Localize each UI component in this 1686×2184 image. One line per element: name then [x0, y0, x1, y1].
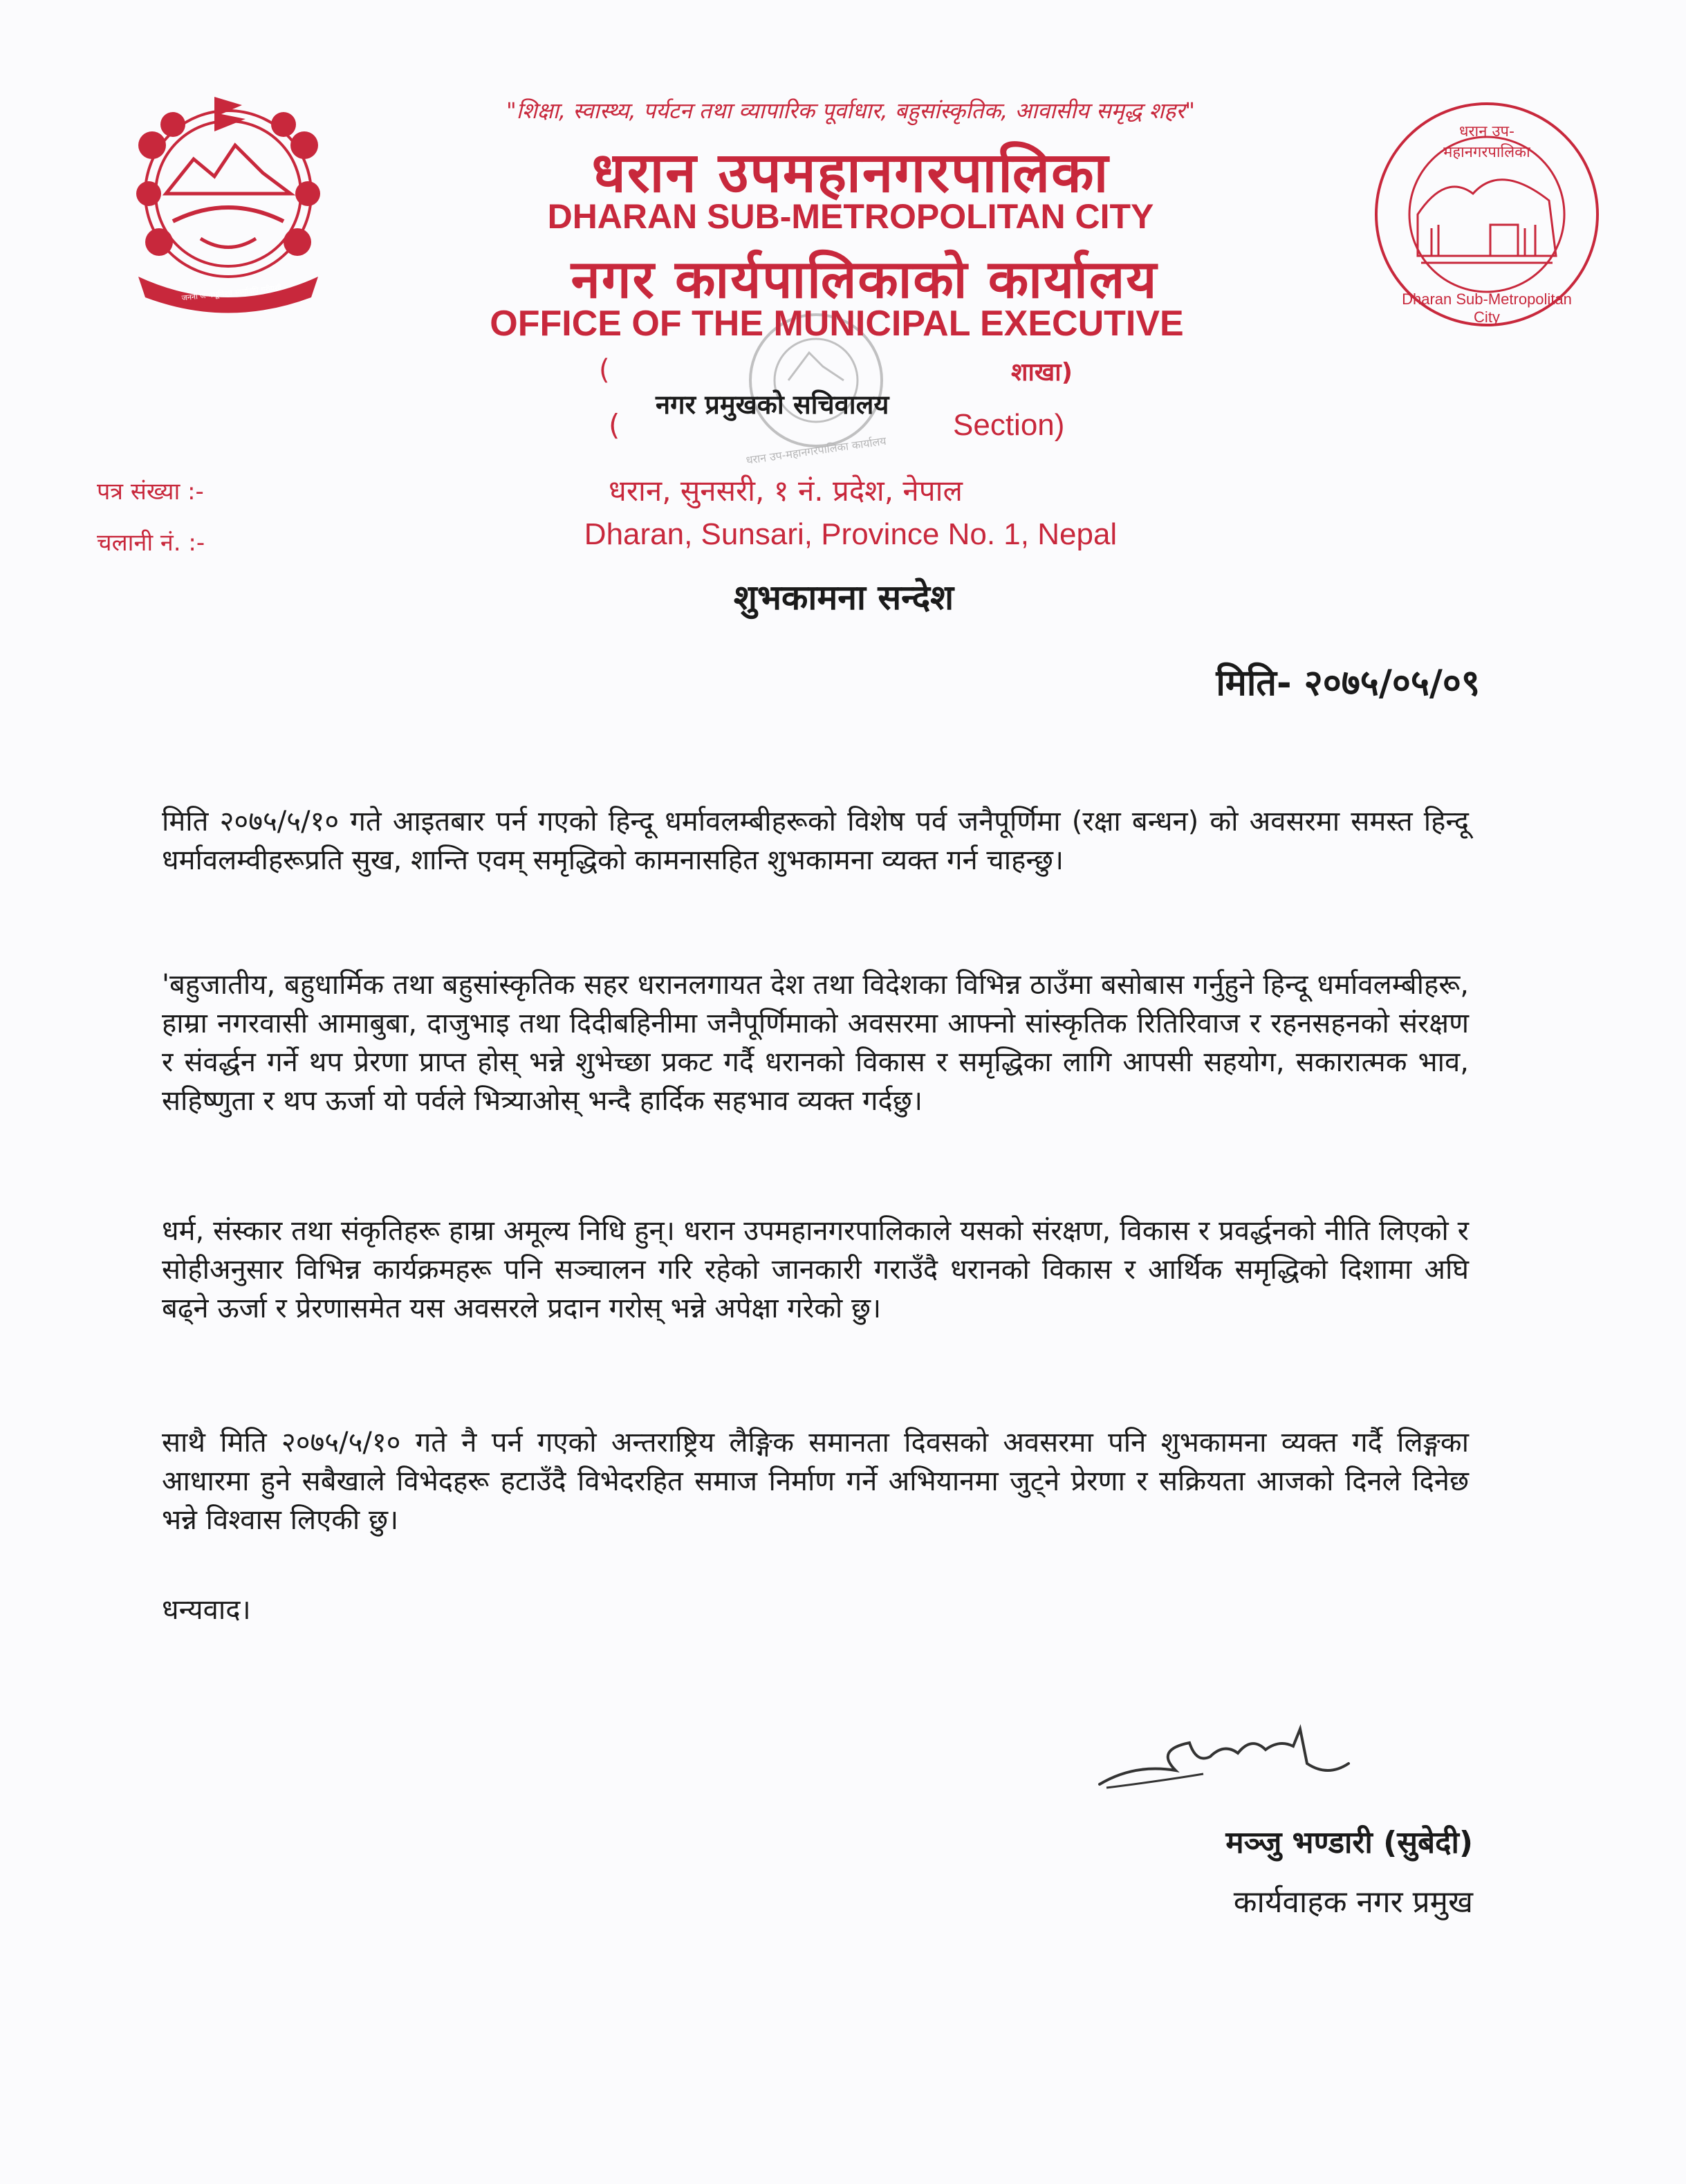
body-paragraph-3: धर्म, संस्कार तथा संकृतिहरू हाम्रा अमूल्य निधि हुन्। धरान उपमहानगरपालिकाले यसको संरक्षण, विकास र प्रवर्द्धनको नीति लिएको र सोहीअनुसार विभिन्न कार्यक्रमहरू पनि सञ्चालन गरि रहेको जानकारी गराउँदै धरानको विकास र आर्थिक समृद्धिको दिशामा अघि बढ्ने ऊर्जा र प्रेरणासमेत यस अवसरले प्रदान गरोस् भन्ने अपेक्षा गरेको छु। — [162, 1215, 1469, 1324]
municipality-name-np: धरान उपमहानगरपालिका — [591, 140, 1110, 205]
signature — [1093, 1722, 1383, 1812]
address-en: Dharan, Sunsari, Province No. 1, Nepal — [584, 517, 1118, 551]
section-label: Section) — [953, 408, 1065, 442]
office-name-np: नगर कार्यपालिकाको कार्यालय — [571, 248, 1158, 310]
municipal-seal — [1369, 97, 1604, 332]
national-emblem — [111, 90, 346, 318]
body-paragraph-4: साथै मिति २०७५/५/१० गते नै पर्न गएको अन्तराष्ट्रिय लैङ्गिक समानता दिवसको अवसरमा पनि शुभकामना व्यक्त गर्दै लिङ्गका आधारमा हुने सबैखाले विभेदहरू हटाउँदै विभेदरहित समाज निर्माण गर्ने अभियानमा जुट्ने प्रेरणा र सक्रियता आजको दिनले दिनेछ भन्ने विश्वास लिएकी छु। — [162, 1427, 1469, 1536]
section-name: नगर प्रमुखको सचिवालय — [656, 389, 889, 420]
letter-number-label: पत्र संख्या :- — [97, 478, 204, 506]
office-name-en: OFFICE OF THE MUNICIPAL EXECUTIVE — [490, 304, 1184, 344]
body-closing: धन्यवाद। — [162, 1594, 251, 1626]
signatory-name: मञ्जु भण्डारी (सुबेदी) — [1225, 1825, 1473, 1860]
dispatch-number-label: चलानी नं. :- — [97, 529, 205, 557]
branch-label: शाखा) — [1011, 358, 1073, 387]
seal-text-en: Dharan Sub-Metropolitan City — [1402, 290, 1572, 326]
section-open: ( — [609, 408, 620, 442]
emblem-motto: जननी जन्मभूमिश्च स्वर्गादपि गरीयसी — [181, 283, 282, 303]
letter-heading: शुभकामना सन्देश — [733, 577, 954, 618]
seal-text-np: धरान उप-महानगरपालिका — [1443, 123, 1530, 161]
body-paragraph-2: 'बहुजातीय, बहुधार्मिक तथा बहुसांस्कृतिक सहर धरानलगायत देश तथा विदेशका विभिन्न ठाउँमा बसोबास गर्नुहुने हिन्दू धर्मावलम्बीहरू, हाम्रा नगरवासी आमाबुबा, दाजुभाइ तथा दिदीबहिनीमा जनैपूर्णिमाको अवसरमा आफ्नो सांस्कृतिक रितिरिवाज र रहनसहनको संरक्षण र संवर्द्धन गर्ने थप प्रेरणा प्राप्त होस् भन्ने शुभेच्छा प्रकट गर्दै धरानको विकास र समृद्धिका लागि आपसी सहयोग, सकारात्मक भाव, सहिष्णुता र थप ऊर्जा यो पर्वले भित्र्याओस् भन्दै हार्दिक सहभाव व्यक्त गर्दछु। — [162, 969, 1469, 1117]
tagline: "शिक्षा, स्वास्थ्य, पर्यटन तथा व्यापारिक पूर्वाधार, बहुसांस्कृतिक, आवासीय समृद्ध शहर" — [506, 98, 1196, 124]
branch-open: ( — [599, 354, 610, 386]
letter-date: मिति- २०७५/०५/०९ — [1216, 663, 1480, 704]
stamp-text: धरान उप-महानगरपालिका कार्यालय — [745, 434, 887, 468]
body-paragraph-1: मिति २०७५/५/१० गते आइतबार पर्न गएको हिन्दू धर्मावलम्बीहरूको विशेष पर्व जनैपूर्णिमा (रक्षा बन्धन) को अवसरमा समस्त हिन्दू धर्मावलम्वीहरूप्रति सुख, शान्ति एवम् समृद्धिको कामनासहित शुभकामना व्यक्त गर्न चाहन्छु। — [162, 806, 1469, 876]
municipality-name-en: DHARAN SUB-METROPOLITAN CITY — [547, 197, 1154, 236]
signatory-title: कार्यवाहक नगर प्रमुख — [1233, 1885, 1473, 1920]
address-np: धरान, सुनसरी, १ नं. प्रदेश, नेपाल — [609, 474, 963, 508]
